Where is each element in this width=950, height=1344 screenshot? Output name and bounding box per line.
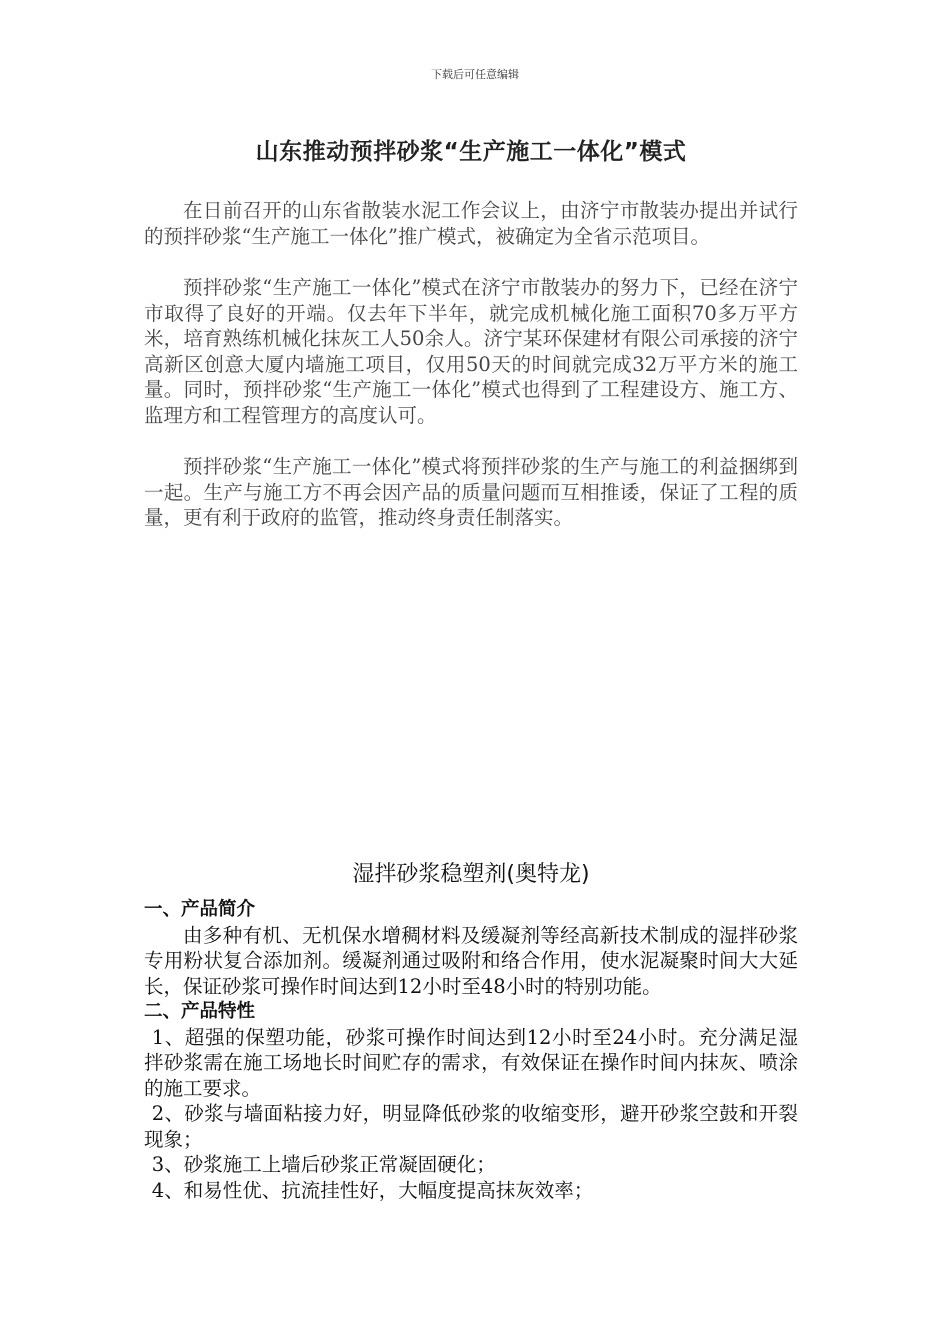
feature-item: 3、砂浆施工上墙后砂浆正常凝固硬化； [151,1153,496,1176]
product-section [144,897,798,1203]
feature-item: 2、砂浆与墙面粘接力好，明显降低砂浆的收缩变形，避开砂浆空鼓和开裂现象； [144,1102,798,1151]
feature-item: 1、超强的保塑功能，砂浆可操作时间达到12小时至24小时。充分满足湿拌砂浆需在施工场地长时间贮存的需求，有效保证在操作时间内抹灰、喷涂的施工要求。 [144,1025,798,1100]
article-paragraph: 预拌砂浆“生产施工一体化”模式在济宁市散装办的努力下，已经在济宁市取得了良好的开端。仅去年下半年，就完成机械化施工面积70多万平方米，培育熟练机械化抹灰工人50余人。济宁某环保建材有限公司承接的济宁高新区创意大厦内墙施工项目，仅用50天的时间就完成32万平方米的施工量。同时，预拌砂浆“生产施工一体化”模式也得到了工程建设方、施工方、监理方和工程管理方的高度认可。 [144,276,798,427]
section-heading-intro: 一、产品简介 [144,899,256,920]
article-title: 山东推动预拌砂浆“生产施工一体化”模式 [255,139,687,165]
page-header-note: 下载后可任意编辑 [431,68,519,81]
product-title: 湿拌砂浆稳塑剂(奥特龙) [352,862,590,887]
article-body [144,198,798,557]
product-intro-text: 由多种有机、无机保水增稠材料及缓凝剂等经高新技术制成的湿拌砂浆专用粉状复合添加剂。缓凝剂通过吸附和络合作用，使水泥凝聚时间大大延长，保证砂浆可操作时间达到12小时至48小时的特别功能。 [144,923,798,998]
section-heading-features: 二、产品特性 [144,1001,256,1022]
feature-item: 4、和易性优、抗流挂性好，大幅度提高抹灰效率； [151,1178,594,1202]
article-paragraph: 预拌砂浆“生产施工一体化”模式将预拌砂浆的生产与施工的利益捆绑到一起。生产与施工方不再会因产品的质量问题而互相推诿，保证了工程的质量，更有利于政府的监管，推动终身责任制落实。 [144,455,798,529]
article-paragraph: 在日前召开的山东省散装水泥工作会议上，由济宁市散装办提出并试行的预拌砂浆“生产施工一体化”推广模式，被确定为全省示范项目。 [144,199,798,248]
